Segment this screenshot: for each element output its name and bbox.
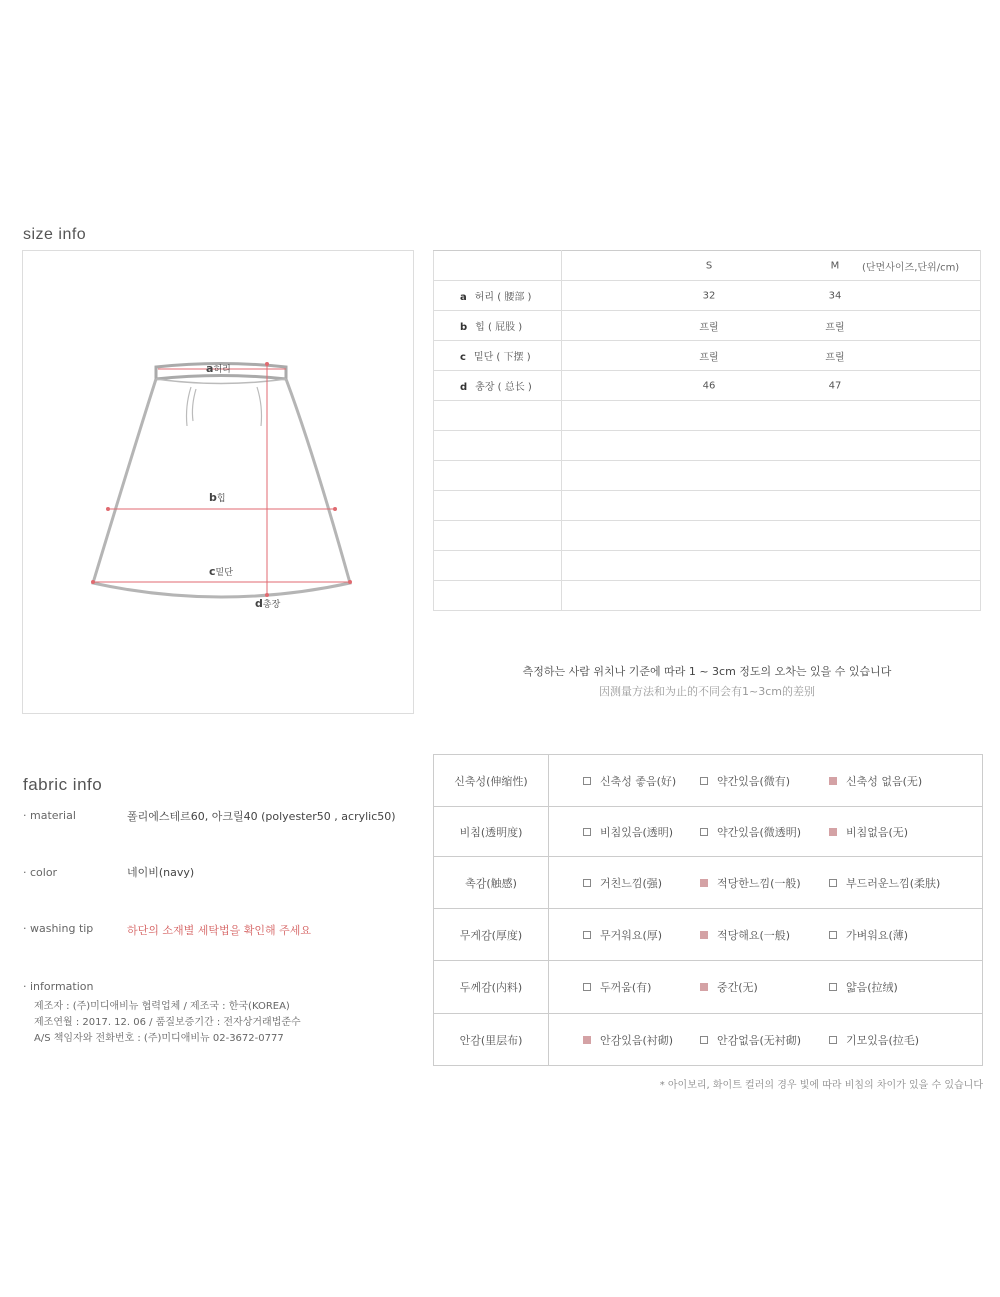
fabric-option — [829, 979, 898, 995]
size-row-name: 허리 ( 腰部 ) — [474, 292, 532, 303]
size-row-values — [562, 311, 981, 341]
fabric-option-text: 중간(无) — [717, 981, 758, 994]
size-info-title: size info — [23, 226, 87, 243]
measurement-note-cn: 因测量方法和为止的不同会有1~3cm的差别 — [599, 685, 815, 698]
checkbox-icon — [583, 931, 591, 939]
checkbox-checked-icon — [829, 777, 837, 785]
size-row-name: 힙 ( 屁股 ) — [475, 322, 523, 333]
size-row-empty — [434, 491, 981, 521]
fabric-row-label: 무게감(厚度) — [434, 909, 549, 961]
size-value-m: 47 — [828, 380, 842, 391]
fabric-option — [829, 875, 940, 891]
checkbox-checked-icon — [700, 879, 708, 887]
size-row — [434, 311, 981, 341]
size-row-empty — [434, 431, 981, 461]
washing-tip-value: 하단의 소재별 세탁법을 확인해 주세요 — [127, 924, 312, 937]
size-value-s: 프릴 — [699, 322, 719, 333]
size-row-values — [562, 281, 981, 311]
fabric-row-label: 비침(透明度) — [434, 807, 549, 857]
information-line: 제조연월 : 2017. 12. 06 / 품질보증기간 : 전자상거래법준수 — [34, 1017, 301, 1028]
unit-note: (단면사이즈,단위/cm) — [862, 262, 960, 273]
fabric-option — [583, 824, 673, 840]
size-value-s: 32 — [702, 290, 716, 301]
checkbox-checked-icon — [700, 983, 708, 991]
size-row-letter: d — [460, 382, 468, 393]
information-label: · information — [23, 980, 94, 993]
empty-cell — [434, 491, 562, 521]
label-hem — [209, 565, 233, 578]
fabric-option-text: 부드러운느낌(柔肤) — [846, 876, 941, 890]
empty-cell — [562, 401, 981, 431]
checkbox-icon — [583, 777, 591, 785]
fabric-row — [434, 909, 983, 961]
size-row-empty — [434, 581, 981, 611]
empty-cell — [562, 581, 981, 611]
label-hip — [209, 491, 226, 504]
fabric-option-text: 약간있음(微有) — [717, 774, 791, 788]
fabric-option-text: 적당해요(一般) — [717, 928, 791, 942]
label-hem-name: 밑단 — [215, 568, 233, 578]
empty-cell — [434, 521, 562, 551]
size-row-label — [434, 281, 562, 311]
fabric-row-label: 촉감(触感) — [434, 857, 549, 909]
size-value-m: 프릴 — [825, 322, 845, 333]
fabric-row — [434, 857, 983, 909]
size-header-cells — [562, 251, 981, 281]
checkbox-icon — [829, 983, 837, 991]
label-length — [255, 597, 280, 610]
fabric-option-text: 가벼워요(薄) — [846, 928, 909, 942]
empty-cell — [434, 401, 562, 431]
skirt-diagram-illustration — [23, 251, 415, 715]
fabric-option-text: 신축성 좋음(好) — [600, 774, 677, 788]
fabric-footnote: * 아이보리, 화이트 컬러의 경우 빛에 따라 비침의 차이가 있을 수 있습니다 — [659, 1080, 983, 1091]
fabric-option-text: 두꺼움(有) — [600, 981, 652, 994]
fabric-option — [583, 773, 676, 789]
material-label: · material — [23, 809, 76, 822]
size-row — [434, 371, 981, 401]
fabric-row-options — [549, 1014, 983, 1066]
size-row-letter: a — [460, 292, 467, 303]
fabric-option — [700, 824, 801, 840]
washing-tip-label: · washing tip — [23, 922, 94, 935]
checkbox-icon — [700, 777, 708, 785]
size-row-letter: b — [460, 322, 468, 333]
empty-cell — [434, 581, 562, 611]
empty-cell — [562, 431, 981, 461]
color-value: 네이비(navy) — [127, 866, 195, 879]
size-value-s: 46 — [702, 380, 716, 391]
fabric-row-options — [549, 807, 983, 857]
fabric-option-text: 비침없음(无) — [846, 825, 909, 839]
fabric-option — [829, 927, 908, 943]
empty-cell — [562, 521, 981, 551]
fabric-row-options — [549, 961, 983, 1014]
size-row-label — [434, 341, 562, 371]
checkbox-icon — [829, 1036, 837, 1044]
fabric-option-text: 무거워요(厚) — [600, 928, 663, 942]
fabric-row-label: 신축성(伸缩性) — [434, 755, 549, 807]
size-row-label — [434, 311, 562, 341]
size-row-empty — [434, 461, 981, 491]
color-label: · color — [23, 866, 58, 879]
fabric-option-text: 약간있음(微透明) — [717, 825, 802, 839]
size-value-s: 프릴 — [699, 352, 719, 363]
empty-cell — [434, 461, 562, 491]
checkbox-icon — [700, 828, 708, 836]
fabric-option — [829, 1032, 919, 1048]
empty-cell — [562, 551, 981, 581]
fabric-option — [700, 979, 758, 995]
size-row-name: 밑단 ( 下摆 ) — [473, 352, 531, 363]
fabric-option-text: 안감있음(衬砌) — [600, 1033, 674, 1047]
fabric-option-text: 적당한느낌(一般) — [717, 876, 801, 890]
size-header-blank — [434, 251, 562, 281]
fabric-option — [700, 773, 790, 789]
size-row-values — [562, 371, 981, 401]
material-value: 폴리에스테르60, 아크릴40 (polyester50 , acrylic50) — [127, 810, 396, 823]
fabric-option — [583, 927, 662, 943]
fabric-row-label: 안감(里层布) — [434, 1014, 549, 1066]
fabric-row — [434, 961, 983, 1014]
skirt-diagram — [22, 250, 414, 714]
size-row-values — [562, 341, 981, 371]
empty-cell — [562, 461, 981, 491]
fabric-option-text: 안감없음(无衬砌) — [717, 1033, 802, 1047]
fabric-option — [700, 875, 801, 891]
fabric-option-text: 기모있음(拉毛) — [846, 1033, 920, 1047]
size-row-empty — [434, 401, 981, 431]
measurement-note-ko: 측정하는 사람 위치나 기준에 따라 1 ~ 3cm 정도의 오차는 있을 수 있습니다 — [522, 665, 892, 678]
size-row-empty — [434, 521, 981, 551]
label-hip-letter: b — [209, 491, 217, 504]
label-hem-letter: c — [209, 565, 216, 578]
size-value-m: 프릴 — [825, 352, 845, 363]
fabric-option — [583, 875, 662, 891]
checkbox-icon — [583, 828, 591, 836]
fabric-option-text: 거친느낌(强) — [600, 876, 663, 890]
size-table-header — [434, 251, 981, 281]
fabric-option-text: 얇음(拉绒) — [846, 981, 898, 994]
label-waist-name: 허리 — [213, 365, 231, 375]
empty-cell — [434, 431, 562, 461]
label-waist — [206, 362, 231, 375]
fabric-row-options — [549, 909, 983, 961]
label-hip-name: 힙 — [216, 494, 226, 504]
fabric-row — [434, 807, 983, 857]
checkbox-icon — [829, 879, 837, 887]
checkbox-icon — [700, 1036, 708, 1044]
checkbox-icon — [583, 983, 591, 991]
label-waist-letter: a — [206, 362, 214, 375]
fabric-row-options — [549, 857, 983, 909]
size-row-letter: c — [460, 352, 466, 363]
size-col-m: M — [830, 260, 840, 271]
fabric-option — [583, 1032, 673, 1048]
fabric-option — [829, 773, 922, 789]
size-row-empty — [434, 551, 981, 581]
fabric-option — [700, 1032, 801, 1048]
fabric-info-title: fabric info — [23, 775, 103, 794]
fabric-row-label: 두께감(内料) — [434, 961, 549, 1014]
size-row — [434, 281, 981, 311]
fabric-row — [434, 755, 983, 807]
empty-cell — [562, 491, 981, 521]
fabric-row — [434, 1014, 983, 1066]
fabric-option — [829, 824, 908, 840]
checkbox-checked-icon — [829, 828, 837, 836]
fabric-row-options — [549, 755, 983, 807]
size-table — [433, 250, 981, 611]
fabric-option-text: 신축성 없음(无) — [846, 774, 923, 788]
fabric-option-text: 비침있음(透明) — [600, 825, 674, 839]
checkbox-checked-icon — [700, 931, 708, 939]
size-row-name: 총장 ( 总长 ) — [475, 382, 532, 393]
information-line: 제조자 : (주)미디애비뉴 협력업체 / 제조국 : 한국(KOREA) — [34, 1001, 290, 1012]
empty-cell — [434, 551, 562, 581]
information-line: A/S 책임자와 전화번호 : (주)미디애비뉴 02-3672-0777 — [34, 1033, 284, 1044]
size-value-m: 34 — [828, 290, 842, 301]
fabric-option — [583, 979, 651, 995]
size-row-label — [434, 371, 562, 401]
checkbox-checked-icon — [583, 1036, 591, 1044]
checkbox-icon — [829, 931, 837, 939]
size-col-s: S — [705, 260, 713, 271]
fabric-option — [700, 927, 790, 943]
information-block — [34, 999, 301, 1047]
fabric-table — [433, 754, 983, 1066]
size-row — [434, 341, 981, 371]
checkbox-icon — [583, 879, 591, 887]
label-length-letter: d — [255, 597, 263, 610]
label-length-name: 총장 — [262, 600, 281, 610]
